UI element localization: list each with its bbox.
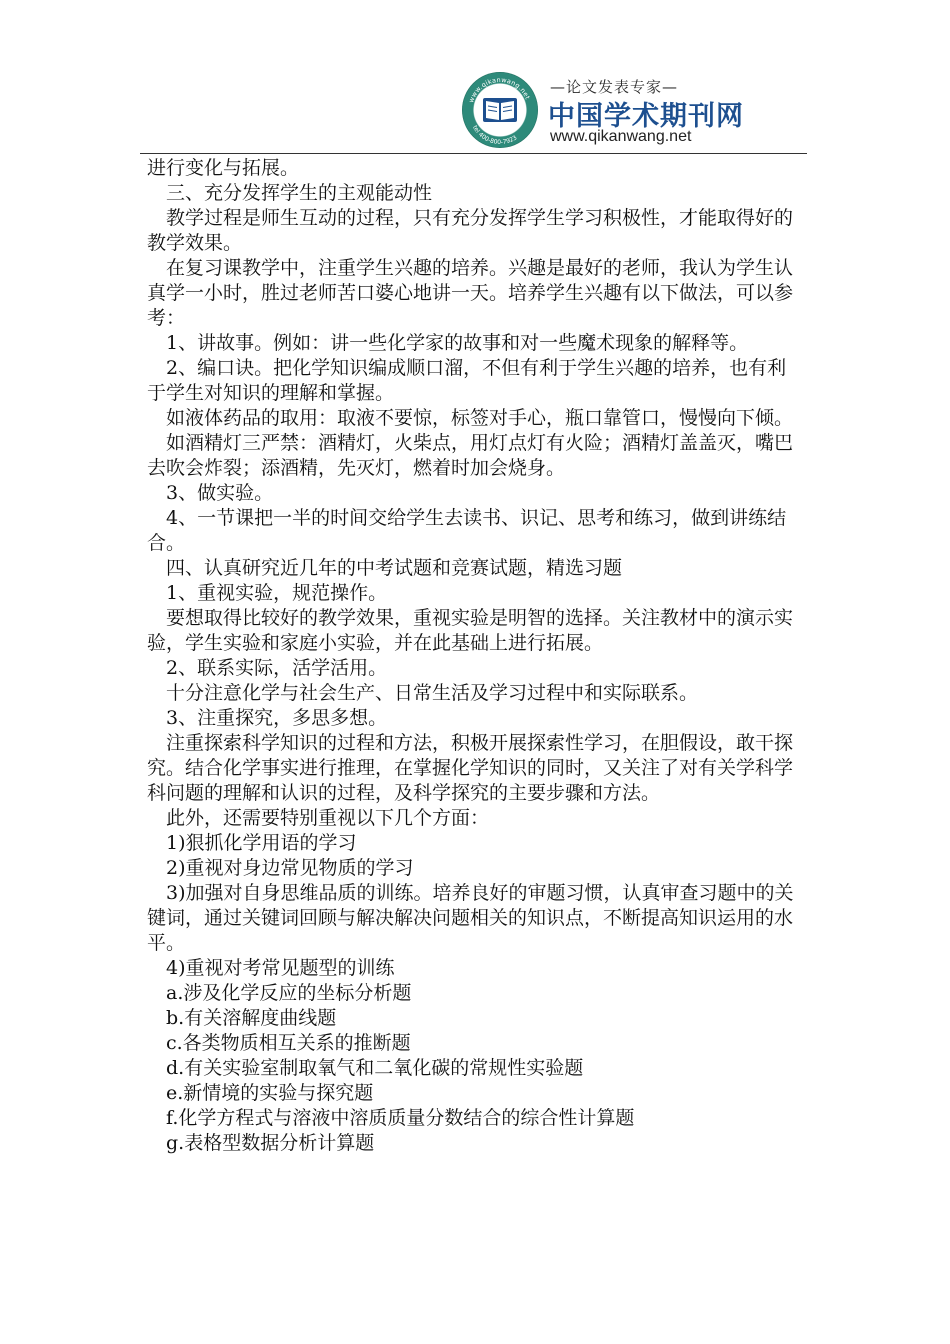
body-paragraph: f.化学方程式与溶液中溶质质量分数结合的综合性计算题 [166, 1107, 635, 1129]
body-paragraph: a.涉及化学反应的坐标分析题 [166, 982, 412, 1004]
body-paragraph: 1、讲故事。例如：讲一些化学家的故事和对一些魔术现象的解释等。 [166, 332, 749, 354]
body-paragraph: 4)重视对考常见题型的训练 [166, 957, 395, 979]
site-logo[interactable] [462, 70, 744, 147]
body-paragraph: 如液体药品的取用：取液不要惊，标签对手心，瓶口靠管口，慢慢向下倾。 [166, 407, 794, 429]
logo-ring-url: www.qikanwang.net [467, 75, 532, 104]
body-paragraph: 4、一节课把一半的时间交给学生去读书、识记、思考和练习，做到讲练结合。 [147, 507, 787, 554]
logo-site-name: 中国学术期刊网 [548, 101, 744, 132]
body-paragraph: 2)重视对身边常见物质的学习 [166, 857, 414, 879]
body-paragraph: 3、注重探究，多思多想。 [166, 707, 388, 729]
body-paragraph: e.新情境的实验与探究题 [166, 1082, 374, 1104]
body-paragraph: 2、编口诀。把化学知识编成顺口溜，不但有利于学生兴趣的培养，也有利于学生对知识的理解和掌握。 [147, 357, 787, 404]
body-paragraph: 1、重视实验，规范操作。 [166, 582, 388, 604]
body-paragraph: 进行变化与拓展。 [147, 157, 300, 179]
body-paragraph: c.各类物质相互关系的推断题 [166, 1032, 411, 1054]
logo-ring-phone: tel 400-800-7923 [471, 124, 519, 147]
body-paragraph: 三、充分发挥学生的主观能动性 [166, 182, 433, 204]
document-body [147, 156, 797, 1156]
logo-tagline: —论文发表专家— [550, 78, 679, 96]
body-paragraph: 四、认真研究近几年的中考试题和竞赛试题，精选习题 [166, 557, 623, 579]
body-paragraph: 注重探索科学知识的过程和方法，积极开展探索性学习，在胆假设，敢干探究。结合化学事实进行推理，在掌握化学知识的同时，又关注了对有关学科学科问题的理解和认识的过程，及科学探究的主要步骤和方法。 [147, 732, 794, 804]
body-paragraph: 3)加强对自身思维品质的训练。培养良好的审题习惯，认真审查习题中的关键词，通过关键词回顾与解决解决问题相关的知识点，不断提高知识运用的水平。 [147, 882, 794, 954]
body-paragraph: 要想取得比较好的教学效果，重视实验是明智的选择。关注教材中的演示实验，学生实验和家庭小实验，并在此基础上进行拓展。 [147, 607, 794, 654]
logo-url-link[interactable]: www.qikanwang.net [550, 128, 692, 145]
book-icon [482, 96, 518, 124]
body-paragraph: 如酒精灯三严禁：酒精灯，火柴点，用灯点灯有火险；酒精灯盖盖灭，嘴巴去吹会炸裂；添酒精，先灭灯，燃着时加会烧身。 [147, 432, 794, 479]
body-paragraph: 3、做实验。 [166, 482, 274, 504]
body-paragraph: 2、联系实际，活学活用。 [166, 657, 388, 679]
body-paragraph: 在复习课教学中，注重学生兴趣的培养。兴趣是最好的老师，我认为学生认真学一小时，胜过老师苦口婆心地讲一天。培养学生兴趣有以下做法，可以参考： [147, 257, 794, 329]
header-divider [140, 153, 807, 154]
body-paragraph: 此外，还需要特别重视以下几个方面： [166, 807, 490, 829]
body-paragraph: d.有关实验室制取氧气和二氧化碳的常规性实验题 [166, 1057, 584, 1079]
body-paragraph: 1)狠抓化学用语的学习 [166, 832, 357, 854]
body-paragraph: 教学过程是师生互动的过程，只有充分发挥学生学习积极性，才能取得好的教学效果。 [147, 207, 794, 254]
body-paragraph: g.表格型数据分析计算题 [166, 1132, 375, 1154]
body-paragraph: 十分注意化学与社会生产、日常生活及学习过程中和实际联系。 [166, 682, 699, 704]
svg-text:tel 400-800-7923 [471, 124, 518, 146]
body-paragraph: b.有关溶解度曲线题 [166, 1007, 337, 1029]
